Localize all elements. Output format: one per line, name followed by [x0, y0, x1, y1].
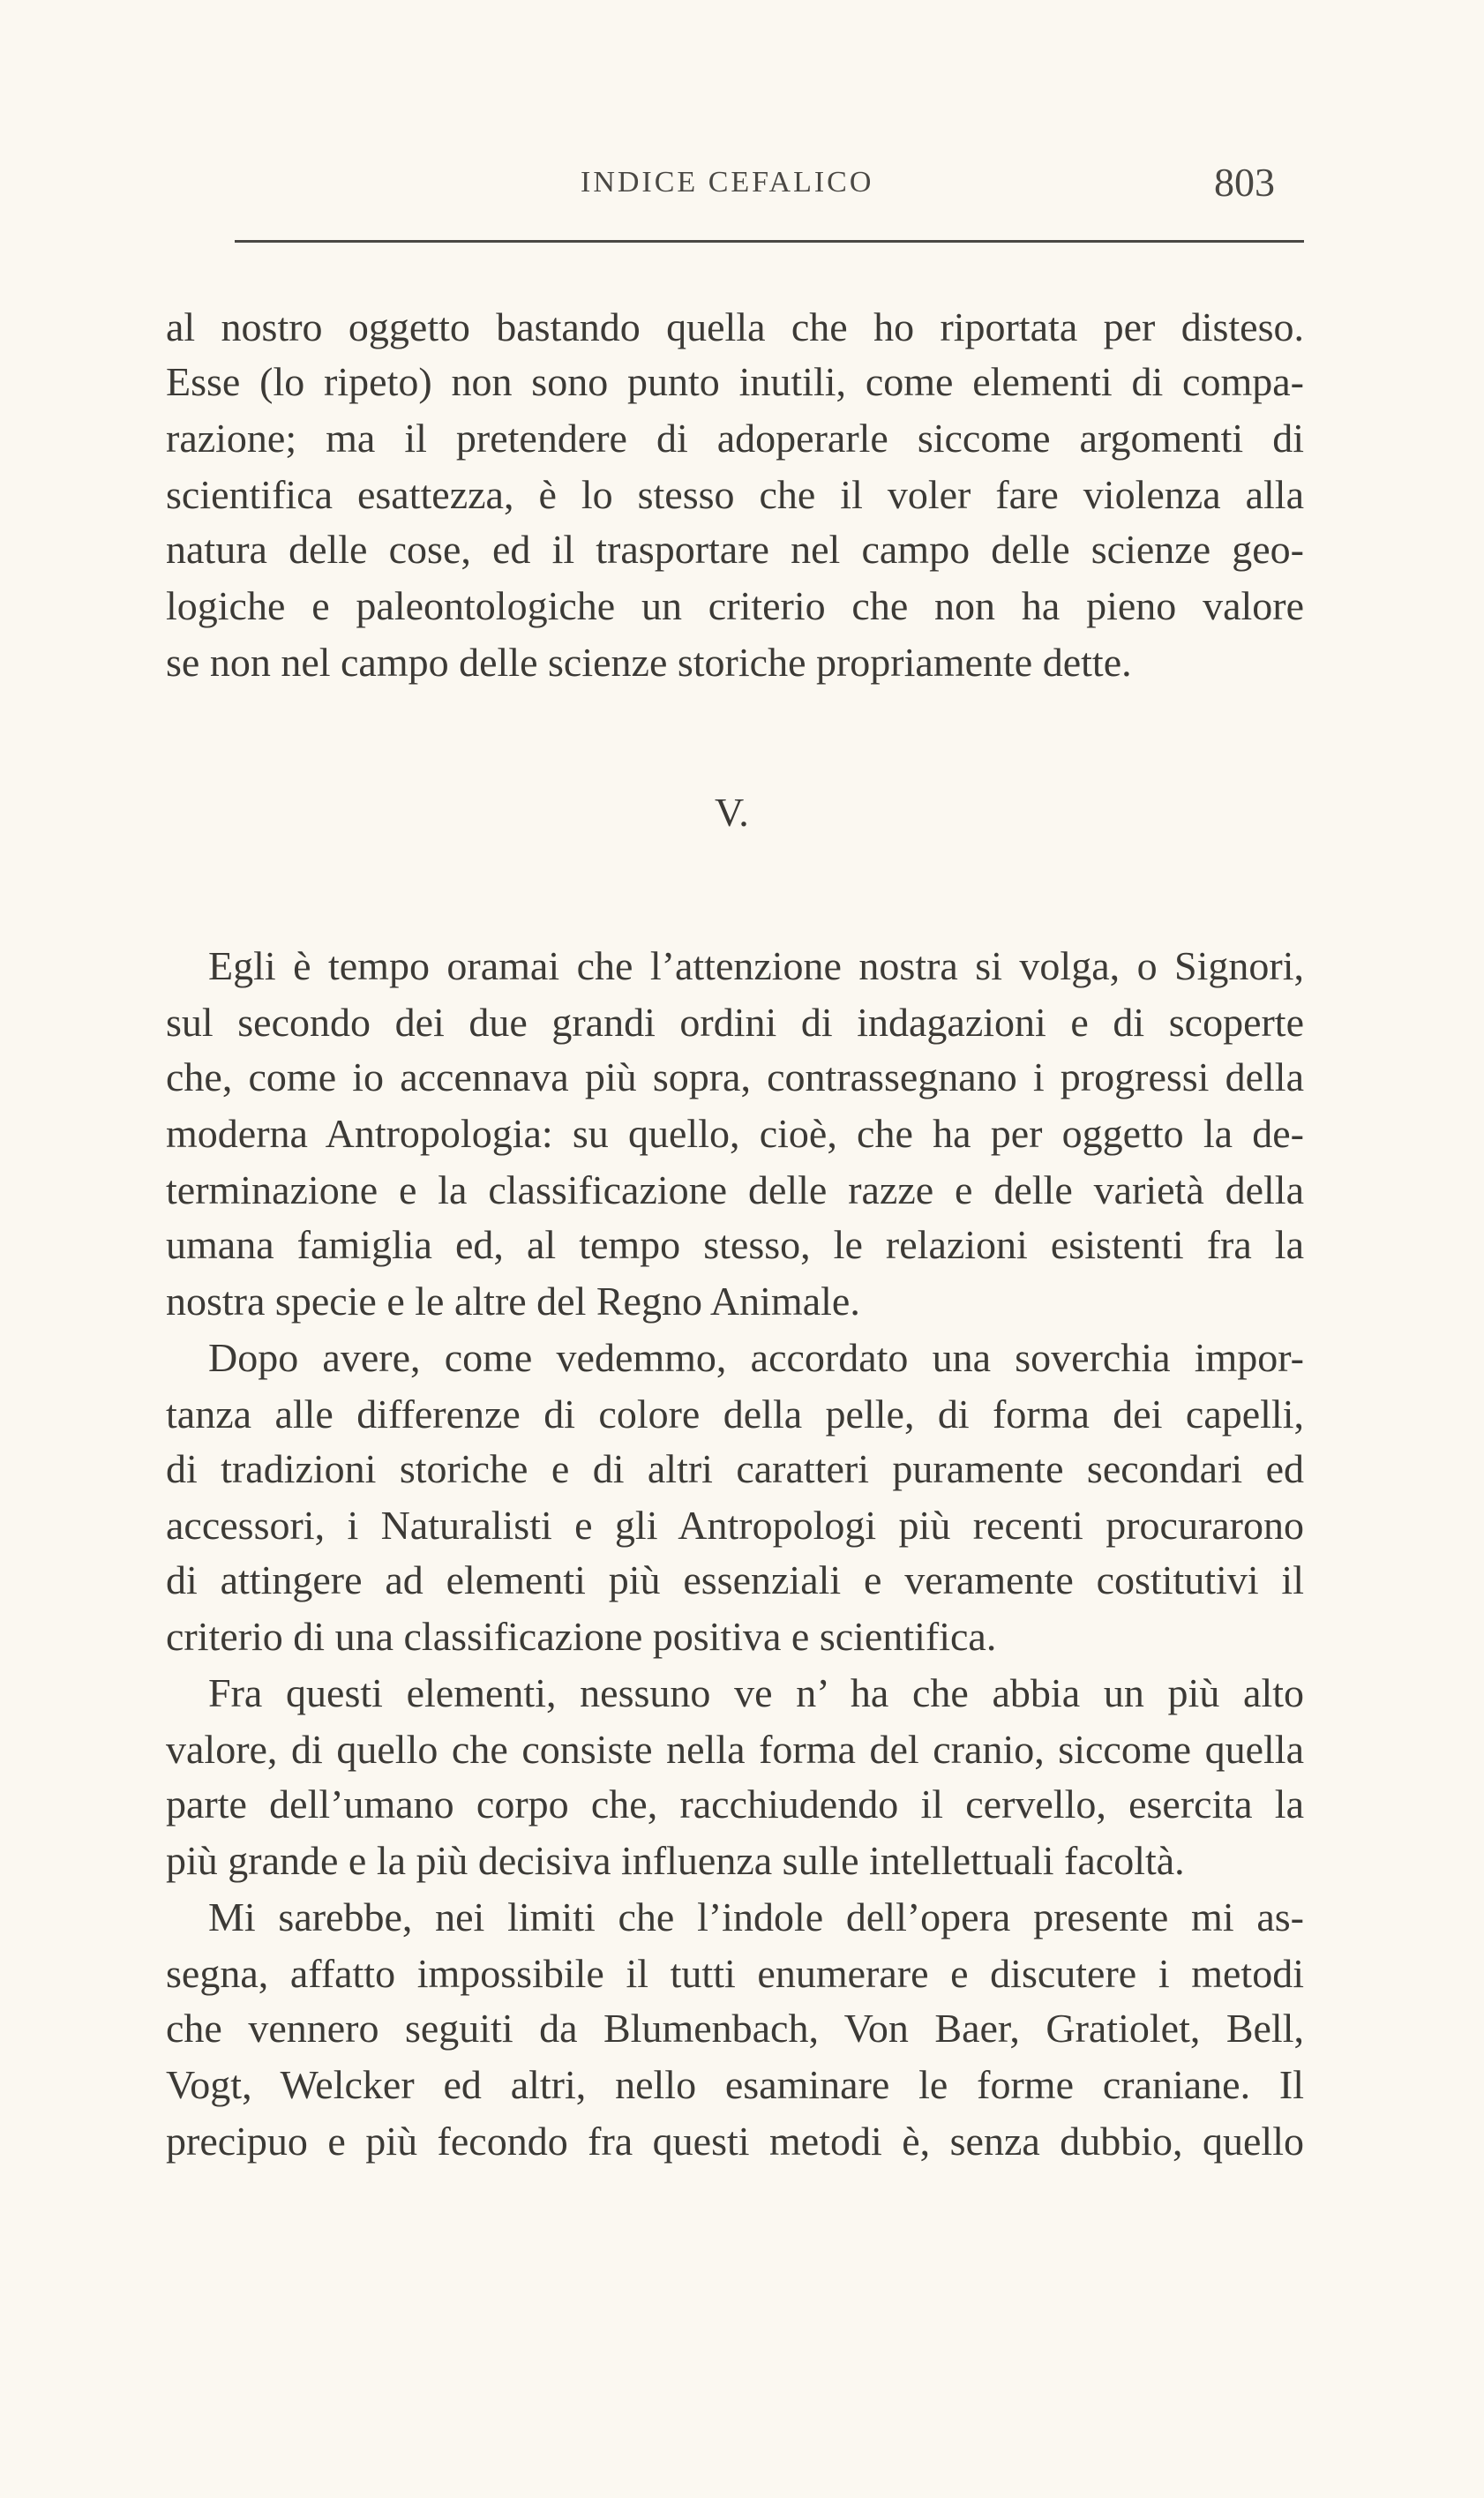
text-line: tanza alle differenze di colore della pelle, di forma dei capelli,: [166, 1392, 1304, 1437]
text-line: precipuo e più fecondo fra questi metodi è, senza dubbio, quello: [166, 2119, 1304, 2164]
text-line: scientifica esattezza, è lo stesso che il voler fare violenza alla: [166, 472, 1304, 517]
text-line: natura delle cose, ed il trasportare nel campo delle scienze geo-: [166, 527, 1304, 572]
text-line: nostra specie e le altre del Regno Animale.: [166, 1279, 860, 1324]
header-rule: [235, 240, 1304, 243]
text-line: di attingere ad elementi più essenziali e veramente costitutivi il: [166, 1557, 1304, 1602]
page-number: 803: [1214, 160, 1275, 205]
text-line: che, come io accennava più sopra, contrassegnano i progressi della: [166, 1054, 1304, 1099]
text-line: di tradizioni storiche e di altri caratteri puramente secondari ed: [166, 1446, 1304, 1491]
text-line: valore, di quello che consiste nella forma del cranio, siccome quella: [166, 1727, 1304, 1772]
section-heading: V.: [715, 790, 749, 835]
text-line: umana famiglia ed, al tempo stesso, le relazioni esistenti fra la: [166, 1222, 1304, 1267]
text-line: segna, affatto impossibile il tutti enumerare e discutere i metodi: [166, 1951, 1304, 1996]
text-line: terminazione e la classificazione delle razze e delle varietà della: [166, 1167, 1304, 1212]
text-line: Vogt, Welcker ed altri, nello esaminare le forme craniane. Il: [166, 2062, 1304, 2107]
text-line: al nostro oggetto bastando quella che ho riportata per disteso.: [166, 304, 1304, 349]
text-line: moderna Antropologia: su quello, cioè, che ha per oggetto la de-: [166, 1111, 1304, 1156]
text-line: Esse (lo ripeto) non sono punto inutili, come elementi di compa-: [166, 359, 1304, 404]
text-line: Mi sarebbe, nei limiti che l’indole dell’opera presente mi as-: [208, 1894, 1304, 1939]
text-line: accessori, i Naturalisti e gli Antropologi più recenti procurarono: [166, 1503, 1304, 1548]
text-line: Fra questi elementi, nessuno ve n’ ha che abbia un più alto: [208, 1670, 1304, 1715]
text-line: Dopo avere, come vedemmo, accordato una soverchia impor-: [208, 1335, 1304, 1380]
text-line: razione; ma il pretendere di adoperarle siccome argomenti di: [166, 416, 1304, 461]
text-line: logiche e paleontologiche un criterio che non ha pieno valore: [166, 583, 1304, 628]
running-head-title: INDICE CEFALICO: [581, 166, 874, 199]
text-line: se non nel campo delle scienze storiche propriamente dette.: [166, 640, 1132, 685]
text-line: più grande e la più decisiva influenza sulle intellettuali facoltà.: [166, 1838, 1185, 1883]
text-line: Egli è tempo oramai che l’attenzione nostra si volga, o Signori,: [208, 943, 1304, 988]
text-line: criterio di una classificazione positiva e scientifica.: [166, 1614, 997, 1659]
text-line: che vennero seguiti da Blumenbach, Von Baer, Gratiolet, Bell,: [166, 2006, 1304, 2051]
text-line: parte dell’umano corpo che, racchiudendo il cervello, esercita la: [166, 1782, 1304, 1827]
text-line: sul secondo dei due grandi ordini di indagazioni e di scoperte: [166, 1000, 1304, 1045]
